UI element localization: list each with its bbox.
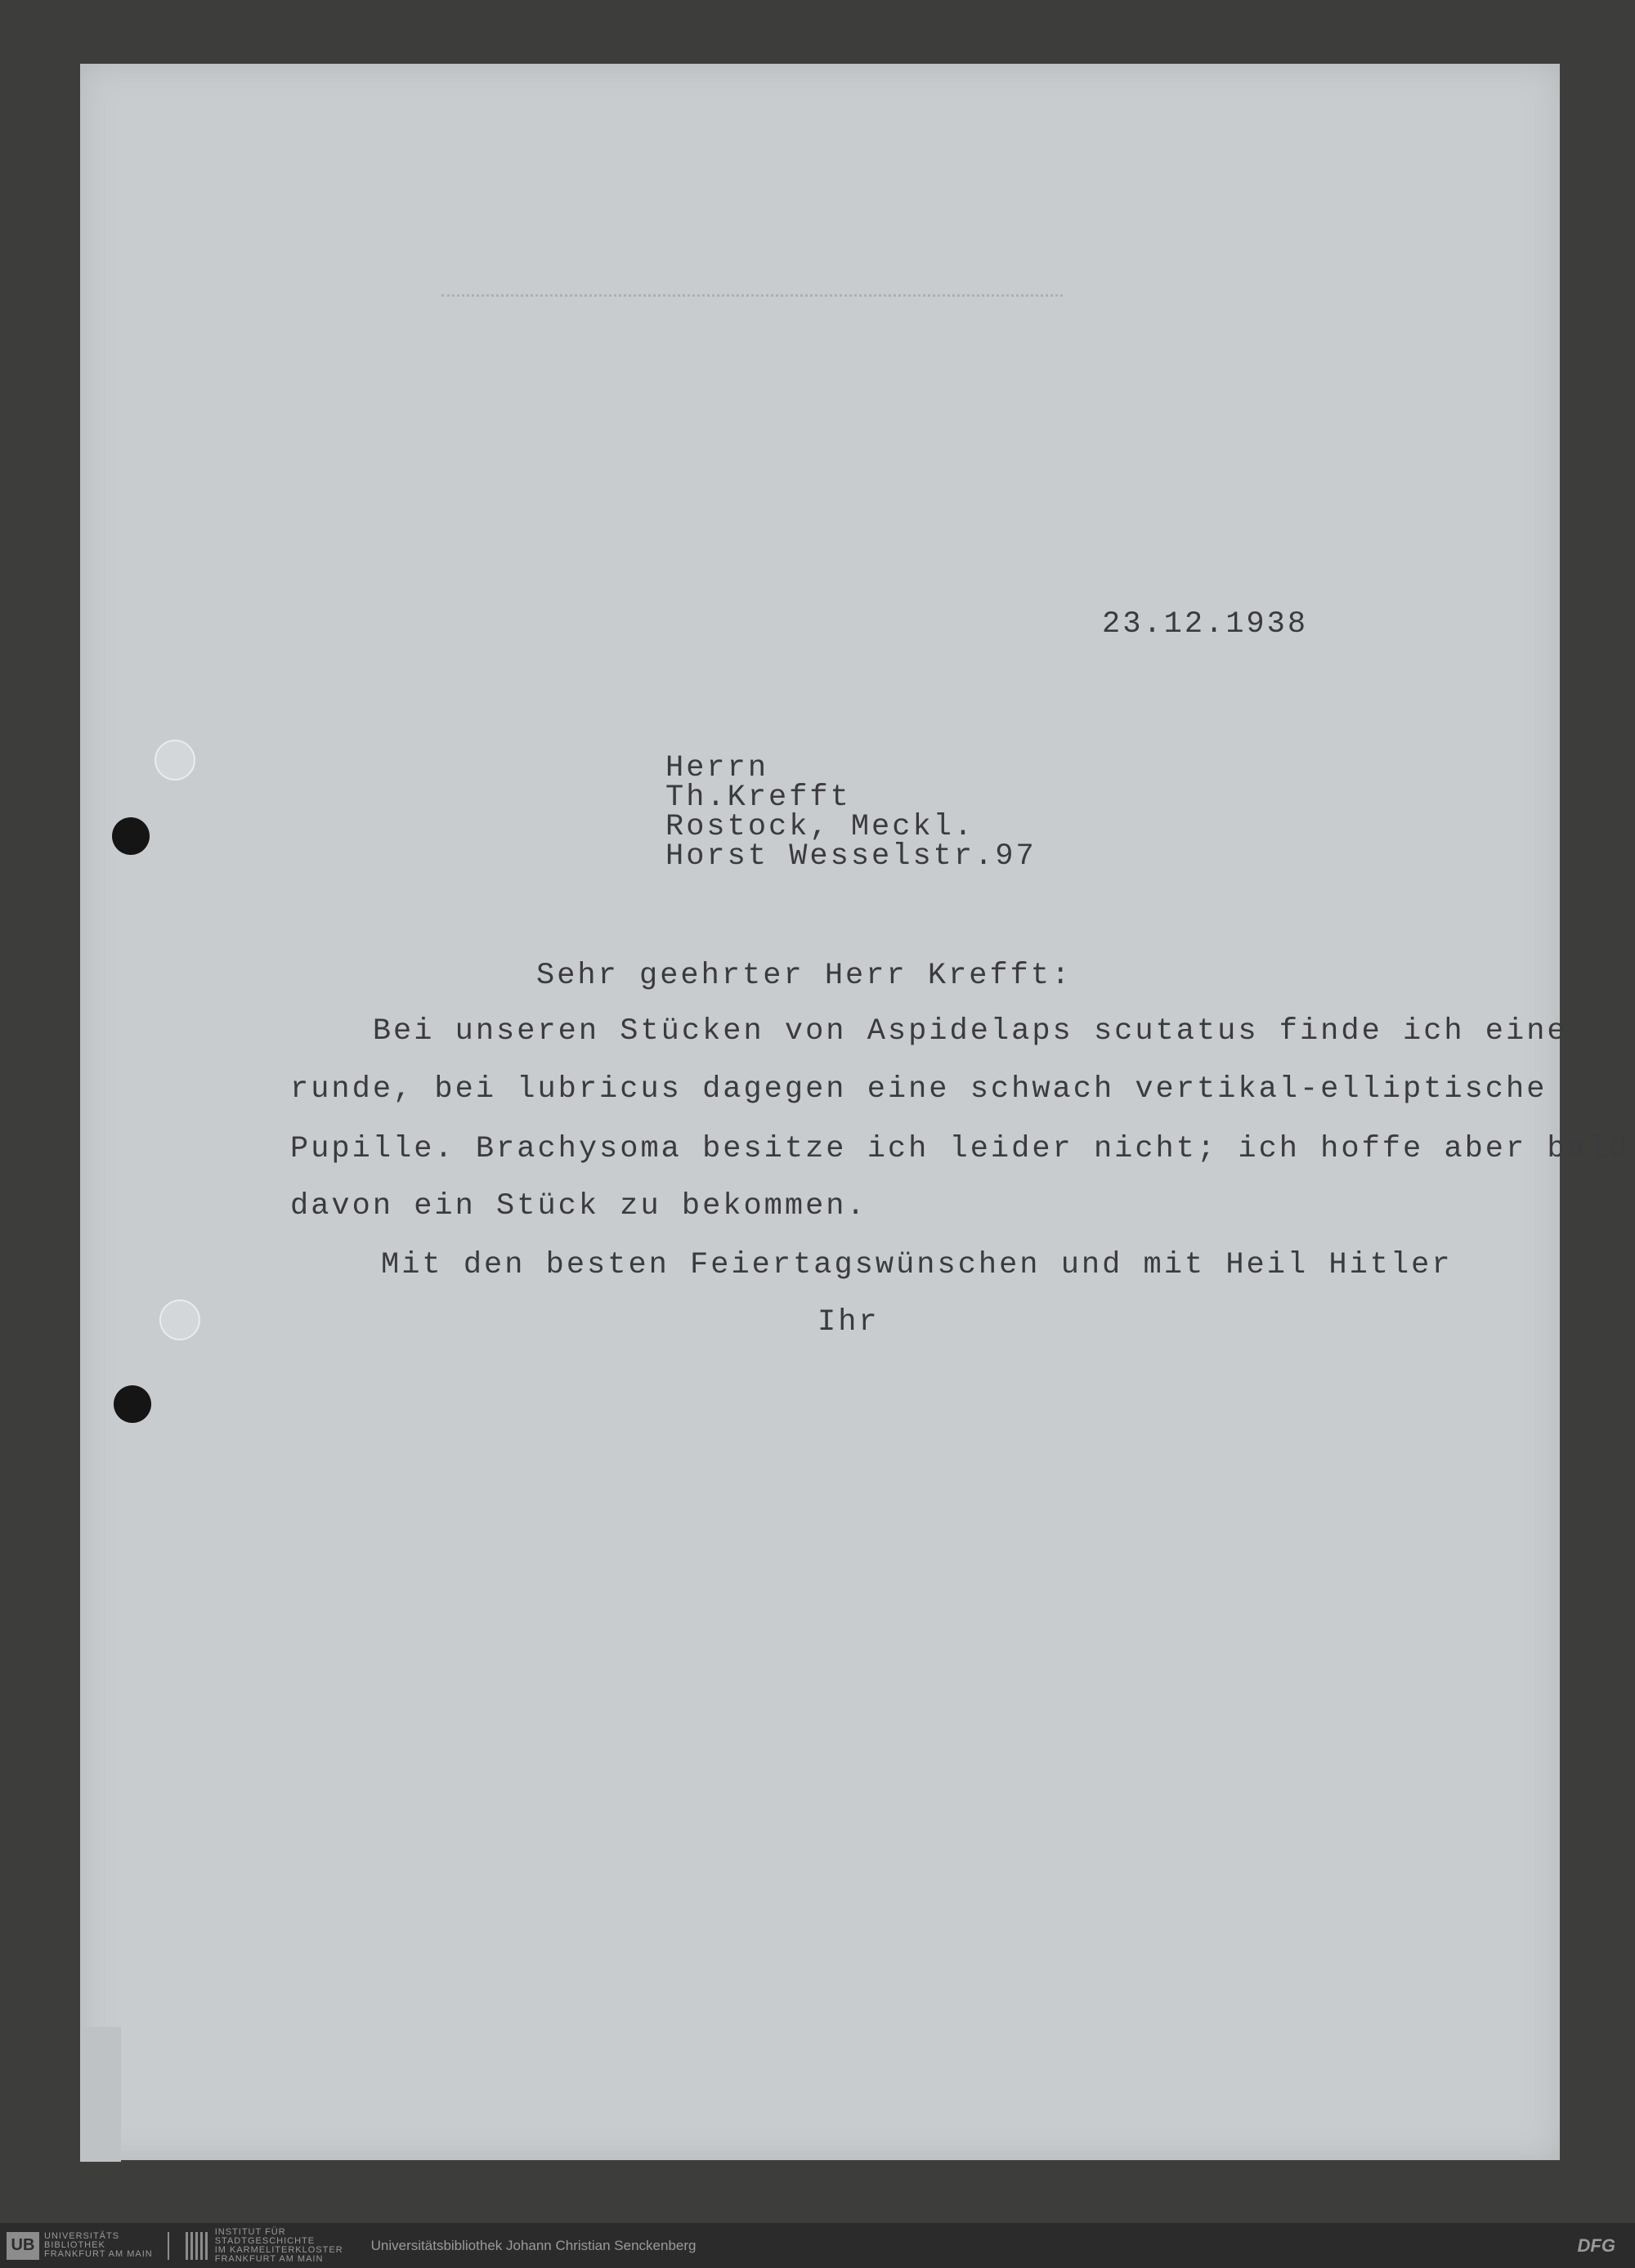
building-columns-icon [186,2232,208,2260]
recipient-street: Horst Wesselstr.97 [665,839,1037,874]
body-line: Bei unseren Stücken von Aspidelaps scutatus finde ich eine [290,1014,1568,1049]
logo-separator [168,2232,169,2260]
punch-hole-bottom [114,1385,151,1423]
letter-signoff: Ihr [818,1305,880,1340]
letter-greeting: Sehr geehrter Herr Krefft: [536,959,1073,993]
library-name: Universitätsbibliothek Johann Christian Senckenberg [370,2237,697,2253]
body-line: Pupille. Brachysoma besitze ich leider nicht; ich hoffe aber bald [290,1132,1630,1166]
recipient-name: Th.Krefft [665,781,851,815]
letter-closing: Mit den besten Feiertagswünschen und mit Heil Hitler [381,1248,1453,1282]
ub-logo-text: UNIVERSITÄTS BIBLIOTHEK FRANKFURT AM MAIN [44,2231,153,2259]
viewer-footer [0,2223,1635,2268]
punch-hole-top [112,817,150,855]
punch-hole-ghost-bottom [159,1300,200,1340]
ub-logo[interactable] [7,2232,153,2260]
ub-mark: UB [7,2232,39,2260]
body-line: runde, bei lubricus dagegen eine schwach vertikal-elliptische [290,1072,1548,1107]
letter-date: 23.12.1938 [1102,607,1309,642]
institute-logo-text: INSTITUT FÜR STADTGESCHICHTE IM KARMELITERKLOSTER FRANKFURT AM MAIN [214,2226,343,2264]
faint-show-through-line [441,294,1063,302]
dfg-logo[interactable]: DFG [1577,2234,1615,2256]
recipient-city: Rostock, Meckl. [665,810,975,844]
recipient-salutation: Herrn [665,751,769,785]
paper-torn-edge [80,2027,121,2162]
punch-hole-ghost-top [155,740,195,781]
letter-page [80,64,1560,2160]
institute-logo[interactable] [186,2228,343,2264]
body-line: davon ein Stück zu bekommen. [290,1189,867,1223]
